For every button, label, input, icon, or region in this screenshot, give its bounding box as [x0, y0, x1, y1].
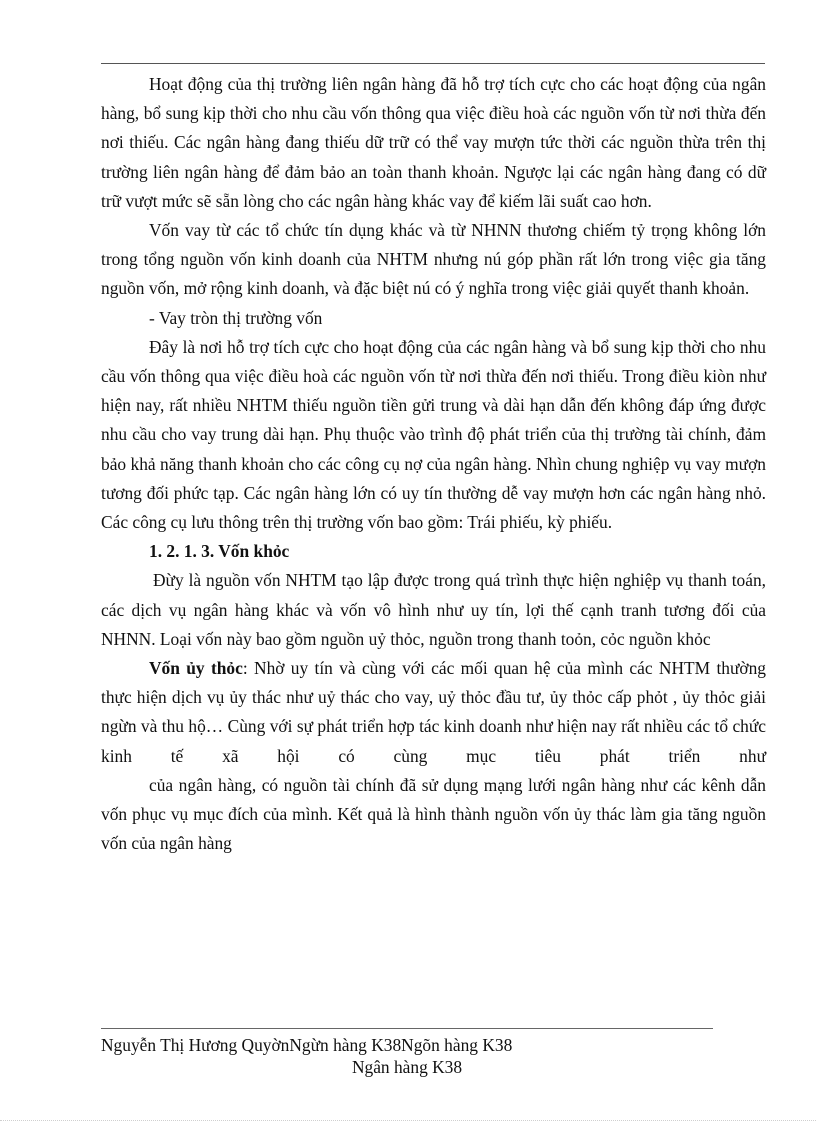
footer-rule	[101, 1028, 713, 1029]
paragraph-other-capital: Đừy là nguồn vốn NHTM tạo lập được trong quá trình thực hiện nghiệp vụ thanh toán, các dịch vụ ngân hàng khác và vốn vô hình như uy tín, lợi thế cạnh tranh tương đối của NHNN. Loại vốn này bao gồm nguồn uỷ thỏc, nguồn trong thanh toỏn, cỏc nguồn khỏc	[101, 570, 766, 649]
page-edge-dotted-line	[0, 1120, 816, 1121]
term-trust-capital: Vốn ủy thỏc	[149, 658, 243, 679]
paragraph-trust-capital	[101, 654, 766, 771]
footer-class: Ngân hàng K38	[351, 1057, 463, 1077]
section-heading-other-capital: 1. 2. 1. 3. Vốn khỏc	[149, 541, 290, 562]
page-footer	[101, 1034, 713, 1078]
paragraph-trust-capital-continued: của ngân hàng, có nguồn tài chính đã sử dụng mạng lưới ngân hàng như các kênh dẫn vốn phục vụ mục đích của mình. Kết quả là hình thành nguồn vốn ủy thác làm gia tăng nguồn vốn của ngân hàng	[101, 774, 766, 854]
paragraph-capital-market: Đây là nơi hỗ trợ tích cực cho hoạt động của các ngân hàng và bổ sung kịp thời cho nhu cầu vốn thông qua việc điều hoà các nguồn vốn từ nơi thừa đến nơi thiếu. Trong điều kiòn như hiện nay, rất nhiều NHTM thiếu nguồn tiền gửi trung và dài hạn dẫn đến không đáp ứng được nhu cầu cho vay trung dài hạn. Phụ thuộc vào trình độ phát triển của thị trường tài chính, đảm bảo khả năng thanh khoản cho các công cụ nợ của ngân hàng. Nhìn chung nghiệp vụ vay mượn tương đối phức tạp. Các ngân hàng lớn có uy tín thường dễ vay mượn hơn các ngân hàng nhỏ. Các công cụ lưu thông trên thị trường vốn bao gồm: Trái phiếu, kỳ phiếu.	[101, 336, 766, 533]
header-rule	[101, 63, 765, 64]
document-body	[101, 70, 766, 858]
bullet-capital-market-loans: - Vay tròn thị trường vốn	[149, 307, 323, 328]
paragraph-interbank-market: Hoạt động của thị trường liên ngân hàng đã hỗ trợ tích cực cho các hoạt động của ngân hàng, bổ sung kịp thời cho nhu cầu vốn thông qua việc điều hoà các nguồn vốn từ nơi thừa đến nơi thiếu. Các ngân hàng đang thiếu dữ trữ có thể vay mượn tức thời các nguồn thừa trên thị trường liên ngân hàng để đảm bảo an toàn thanh khoản. Ngược lại các ngân hàng đang có dữ trữ vượt mức sẽ sẵn lòng cho các ngân hàng khác vay để kiếm lãi suất cao hơn.	[101, 74, 766, 211]
trust-capital-text: : Nhờ uy tín và cùng với các mối quan hệ của mình các NHTM thường thực hiện dịch vụ ủy thác như uỷ thác cho vay, uỷ thỏc đầu tư, ủy thỏc cấp phỏt , ủy thỏc giải ngừn và thu hộ… Cùng với sự phát triển hợp tác kinh doanh như hiện nay rất nhiều các tổ chức kinh tế xã hội có cùng mục tiêu phát triển như	[101, 658, 766, 766]
footer-author: Nguyễn Thị Hương QuyờnNgừn hàng K38Ngõn hàng K38	[101, 1035, 513, 1055]
paragraph-borrowed-capital: Vốn vay từ các tổ chức tín dụng khác và từ NHNN thương chiếm tỷ trọng không lớn trong tổng nguồn vốn kinh doanh của NHTM nhưng nú góp phần rất lớn trong việc gia tăng nguồn vốn, mở rộng kinh doanh, và đặc biệt nú có ý nghĩa trong việc giải quyết thanh khoản.	[101, 220, 766, 299]
